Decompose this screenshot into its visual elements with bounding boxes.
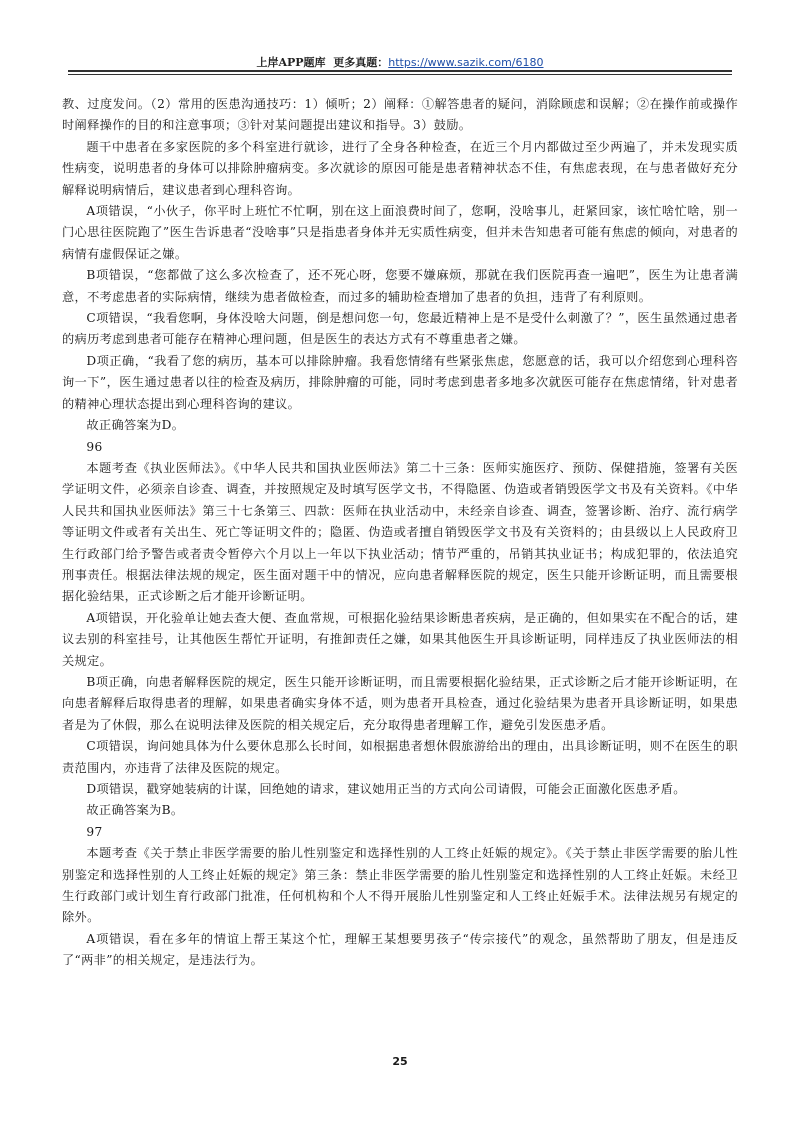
paragraph: 本题考查《执业医师法》。《中华人民共和国执业医师法》第二十三条：医师实施医疗、预防、保健措施，签署有关医学证明文件，必须亲自诊查、调查，并按照规定及时填写医学文书，不得隐匿、伪造或者销毁医学文书及有关资料。《中华人民共和国执业医师法》第三十七条第三、四款：医师在执业活动中，未经亲自诊查、调查，签署诊断、治疗、流行病学等证明文件或者有关出生、死亡等证明文件的；隐匿、伪造或者擅自销毁医学文书及有关资料的；由县级以上人民政府卫生行政部门给予警告或者责令暂停六个月以上一年以下执业活动；情节严重的，吊销其执业证书；构成犯罪的，依法追究刑事责任。根据法律法规的规定，医生面对题干中的情况，应向患者解释医院的规定，医生只能开诊断证明，而且需要根据化验结果，正式诊断之后才能开诊断证明。: [62, 460, 738, 604]
paragraph: D项错误，戳穿她装病的计谋，回绝她的请求，建议她用正当的方式向公司请假，可能会正面激化医患矛盾。: [86, 782, 686, 796]
question-number: 96: [86, 439, 103, 454]
document-body: [62, 94, 738, 972]
header-rule-thick: [68, 70, 732, 72]
paragraph: A项错误，开化验单让她去查大便、查血常规，可根据化验结果诊断患者疾病，是正确的，但如果实在不配合的话，建议去别的科室挂号，让其他医生帮忙开证明，有推卸责任之嫌，如果其他医生开具诊断证明，同样违反了执业医师法的相关规定。: [62, 610, 738, 668]
more-questions-label: 更多真题：: [333, 56, 389, 69]
paragraph: B项错误，“您都做了这么多次检查了，还不死心呀，您要不嫌麻烦，那就在我们医院再查一遍吧”，医生为让患者满意，不考虑患者的实际病情，继续为患者做检查，而过多的辅助检查增加了患者的负担，违背了有利原则。: [62, 268, 738, 304]
paragraph: A项错误，看在多年的情谊上帮王某这个忙，理解王某想要男孩子“传宗接代”的观念，虽然帮助了朋友，但是违反了“两非”的相关规定，是违法行为。: [62, 931, 738, 968]
paragraph: C项错误，询问她具体为什么要休息那么长时间，如根据患者想休假旅游给出的理由，出具诊断证明，则不在医生的职责范围内，亦违背了法律及医院的规定。: [62, 739, 738, 775]
answer-line: 故正确答案为D。: [86, 418, 185, 433]
page-number: 25: [392, 1055, 408, 1068]
source-url-link[interactable]: https://www.sazik.com/6180: [388, 56, 544, 69]
paragraph: A项错误，“小伙子，你平时上班忙不忙啊，别在这上面浪费时间了，您啊，没啥事儿，赶紧回家，该忙啥忙啥，别一门心思往医院跑了”医生告诉患者“没啥事”只是指患者身体并无实质性病变，但并未告知患者可能有焦虑的倾向，对患者的病情有虚假保证之嫌。: [62, 204, 738, 261]
question-number: 97: [86, 824, 103, 839]
page-header: [0, 54, 800, 70]
site-name: 上岸APP题库: [256, 56, 326, 69]
header-rule-thin: [68, 74, 732, 75]
paragraph: 本题考查《关于禁止非医学需要的胎儿性别鉴定和选择性别的人工终止妊娠的规定》。《关于禁止非医学需要的胎儿性别鉴定和选择性别的人工终止妊娠的规定》第三条：禁止非医学需要的胎儿性别鉴定和选择性别的人工终止妊娠。未经卫生行政部门或计划生育行政部门批准，任何机构和个人不得开展胎儿性别鉴定和人工终止妊娠手术。法律法规另有规定的除外。: [62, 846, 738, 925]
paragraph: D项正确，“我看了您的病历，基本可以排除肿瘤。我看您情绪有些紧张焦虑，您愿意的话，我可以介绍您到心理科咨询一下”，医生通过患者以往的检查及病历，排除肿瘤的可能，同时考虑到患者多地多次就医可能存在焦虑情绪，针对患者的精神心理状态提出到心理科咨询的建议。: [62, 353, 738, 411]
paragraph: C项错误，“我看您啊，身体没啥大问题，倒是想问您一句，您最近精神上是不是受什么刺激了？”，医生虽然通过患者的病历考虑到患者可能存在精神心理问题，但是医生的表达方式有不尊重患者之嫌。: [62, 311, 738, 347]
paragraph: 教、过度发问。（2）常用的医患沟通技巧：1）倾听；2）阐释：①解答患者的疑问，消除顾虑和误解；②在操作前或操作时阐释操作的目的和注意事项；③针对某问题提出建议和指导。3）鼓励。: [62, 97, 738, 133]
paragraph: B项正确，向患者解释医院的规定，医生只能开诊断证明，而且需要根据化验结果，正式诊断之后才能开诊断证明，在向患者解释后取得患者的理解，如果患者确实身体不适，则为患者开具检查，通过化验结果为患者开具诊断证明，如果患者是为了休假，那么在说明法律及医院的相关规定后，充分取得患者理解工作，避免引发医患矛盾。: [62, 674, 738, 732]
answer-line: 故正确答案为B。: [86, 803, 184, 818]
paragraph: 题干中患者在多家医院的多个科室进行就诊，进行了全身各种检查，在近三个月内都做过至少两遍了，并未发现实质性病变，说明患者的身体可以排除肿瘤病变。多次就诊的原因可能是患者精神状态不佳，有焦虑表现，在与患者做好充分解释说明病情后，建议患者到心理科咨询。: [62, 139, 738, 197]
